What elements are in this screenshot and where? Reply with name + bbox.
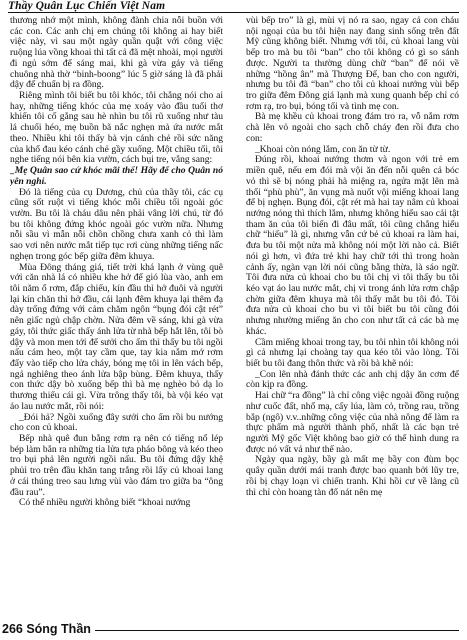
footer-rule (74, 630, 459, 631)
paragraph: _Khoai còn nóng lắm, con ăn từ từ. (255, 143, 391, 155)
left-text-column (10, 16, 223, 620)
paragraph: Có thể nhiều người không biết “khoai nướng (19, 497, 191, 509)
page-number-label: 266 Sóng Thần (2, 622, 95, 636)
page-header (0, 0, 467, 14)
paragraph: _Mẹ Quân sao cứ khóc mãi thế! Hãy để cho Quân nó yên nghỉ. (10, 165, 223, 187)
paragraph: Đó là tiếng của cụ Dương, chủ của thầy tôi, các cụ cũng sốt ruột vì tiếng khóc mỗi chiều tối ngoài góc vườn. Bu tôi là cháu dâu nên phải vâng lời chú, từ đó bu tôi không đứng khóc ngoài góc vườn nữa. Nhưng nỗi sầu vì mẫn nỗi chồn chồng chưa xanh cỏ thì làm sao vơi nên nước mắt tiếp tục rơi cùng những tiếng nấc nghẹn trong góc bếp giữa đêm khuya. (10, 186, 223, 262)
paragraph: Bếp nhà quê đun bằng rơm rạ nên có tiếng nổ lép bép làm bắn ra những tia lửa tựa pháo bông và kéo theo tro bụi phả lên người ngồi nấu. Bu tôi đứng dậy khệ phủi tro trên đầu khăn tang trắng rồi lấy củ khoai lang ở cái thúng treo sau lưng vùi vào đám tro giữa ba “ông đầu rau”. (10, 433, 223, 498)
paragraph: _Con lên nhà đánh thức các anh chị dậy ăn cơm để còn kịp ra đồng. (246, 368, 459, 391)
right-text-column (246, 16, 459, 620)
header-rule (8, 12, 459, 13)
running-header-title: Thầy Quân Lục Chiến Việt Nam (8, 0, 166, 12)
paragraph: Cầm miếng khoai trong tay, bu tôi nhìn tôi không nói gì cả nhưng lại choàng tay qua kéo tôi vào lòng. Tôi biết bu tôi đang thôn thức và rồi bà khẽ nói: (246, 336, 459, 369)
paragraph: Ngày qua ngày, bầy gà mất mẹ bầy con đùm bọc quây quần dưới mái tranh được bao quanh bởi lũy tre, rồi bị chạy loạn vì chiến tranh. Khi hồi cư về làng cũ thì chỉ còn hoang tàn đổ nát nên mẹ (246, 454, 459, 498)
paragraph: Hai chữ “ra đồng” là chỉ công việc ngoài đồng ruộng như cuốc đất, nhổ mạ, cấy lúa, làm cỏ, trồng rau, trồng bắp (ngô) v.v..những công việc của nhà nông để làm ra thực phẩm mà người thành phố, nhất là các bạn trẻ người Mỹ gốc Việt không bao giờ có thể hình dung ra được nó vất vả như thế nào. (246, 390, 459, 455)
paragraph: Mùa Đông tháng giá, tiết trời khá lạnh ở vùng quê với căn nhà lá có nhiều khe hở để gió lùa vào, anh em tôi năm ổ rơm, đắp chiếu, kín đầu thì hở đuôi và người lại kín chăn thì hở đầu, cái lạnh đêm khuya lại thêm đạ dày trống đứng với cảm chăm ngôn “bụng đói cật rét” nên giấc ngủ chập chờn. Nửa đêm về sáng, khi gà vừa gáy, tôi thức giấc thấy ánh lửa từ nhà bếp hắt lên, tôi bò dậy và mon men tới để sưởi cho ấm thì thấy bu tôi ngồi nấu cám heo, một tay cầm que, tay kia nắm mớ rơm đẩy vào tiếp cho lửa cháy, bóng mẹ tôi in lên vách bếp, ngả nghiêng theo ánh lửa bập bùng. Đêm khuya, thấy con thức dậy bò xuống bếp thì bà mẹ nghèo bỏ dạ lo thương thiếu cái gì. Vừa trông thấy tôi, bà vội kéo vạt áo lau nước mắt, rồi nói: (10, 261, 223, 412)
paragraph: vùi bếp tro” là gì, mùi vị nó ra sao, ngay cả con cháu nội ngoại của bu tôi hiện nay đang sinh sống trên đất Mỹ cũng không biết. Nhưng với tôi, củ khoai lang vùi bếp tro mà bu tôi “ban” cho tôi không có gì so sánh được. Người ta thường dùng chữ “ban” để nói về những “hồng ân” mà Thượng Đế, ban cho con người, nhưng bu tôi đã “ban” cho tôi củ khoai nướng vùi bếp tro giữa đêm Đông giá lạnh mà xung quanh bếp chỉ có rơm rạ, tro bụi, bóng tối và tình mẹ con. (246, 16, 459, 112)
paragraph: thương nhớ một mình, không đành chia nỗi buồn với các con. Các anh chị em chúng tôi không ai hay biết việc này, vì sau một ngày quần quật với công việc ruộng lúa vồng khoai thì tất cả đã mệt nhoài, mọi người đi ngủ sớm để sáng mai, khi gà vừa gáy và tiếng chuông nhà thờ “binh-boong” lúc 5 giờ sáng là đã phải dậy để chuẩn bị ra đồng. (10, 16, 223, 91)
paragraph: Riêng mình tôi biết bu tôi khóc, tôi chẳng nói cho ai hay, những tiếng khóc của mẹ xoáy vào đầu tuổi thơ khiến tôi cố gắng sau hè nhìn bu tôi rũ xuống như tàu lá chuối héo, mẹ buồn bã nắc nghẹn mà ứa nước mắt theo. Nhiều khi tôi thấy bà vịn cánh chẻ rồi sức năng của khổ đau kéo cánh chẻ gầy xuống. Một chiều tối, tôi nghe tiếng nói bên kia vườn, cách bụi tre, vẳng sang: (10, 90, 223, 166)
paragraph: _Đói hả? Ngồi xuống đây sưởi cho ấm rồi bu nướng cho con củ khoai. (10, 411, 223, 434)
paragraph: Bà mẹ khều củ khoai trong đám tro ra, vỗ nắm rơm chà lên vỏ ngoài cho sạch chỗ cháy đen rồi đưa cho con: (246, 111, 459, 144)
paragraph: Đúng rồi, khoai nướng thơm và ngon với trẻ em miền quê, nếu em đói mà vội ăn đến nỗi quên cả bóc vỏ thì sẽ bị nóng phải hà miệng ra, ngửa mặt lên mà thổi “phù phù”, ăn vụng mà nuốt vội miếng khoai lang để bị nghẹn. Bụng đói, cật rét mà hai tay nâm củ khoai nướng nóng thì thích lắm, nhưng không hiểu sao cái tật tham ăn của tôi biến đi đâu mất, tôi cũng chẳng hiểu chữ “hiếu” là gì, nhưng vẫn cứ bẻ củ khoai ra làm hai, đưa bu tôi một nửa mà không nói một lời nào cả. Biết nói gì hơn, vì đứa trẻ khi hay chữ tới thì trong hoàn cảnh ấy, ngàn vạn lời nói cũng bằng thừa, là sáo ngữ. Tôi đưa nửa củ khoai cho bu tôi chị vì tôi thấy bu tôi kéo vạt áo lau nước mắt, chị vì trong ánh lửa rơm chập chờn giữa đêm khuya mà tôi thấy mắt bu tôi đỏ. Tôi đưa nửa củ khoai cho bu vì tôi biết bu tôi cũng đói nhưng nhường miếng ăn cho con như tất cả các bà mẹ khác. (246, 154, 459, 337)
page-footer (0, 622, 467, 640)
